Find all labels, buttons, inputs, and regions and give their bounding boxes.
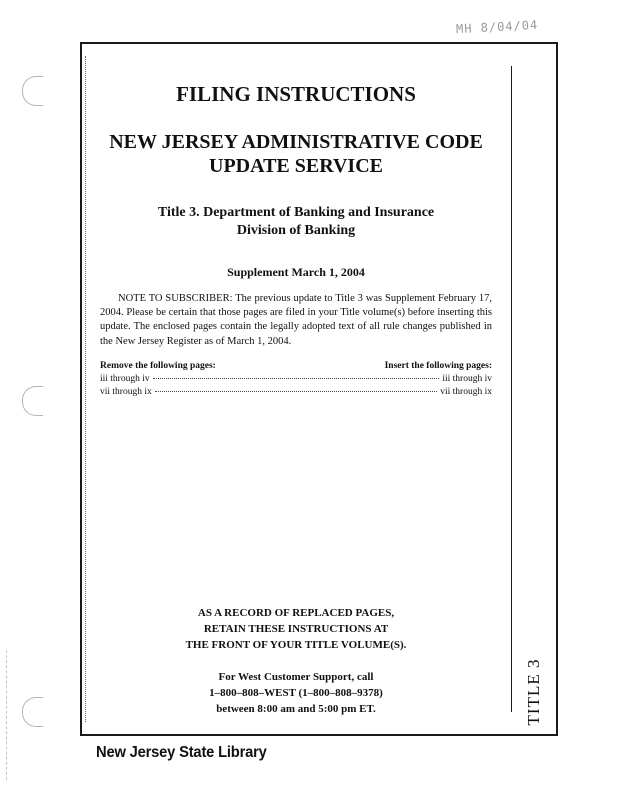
customer-support-hours: between 8:00 am and 5:00 pm ET. bbox=[216, 702, 376, 715]
table-row bbox=[100, 373, 492, 386]
customer-support-phone: 1–800–808–WEST (1–800–808–9378) bbox=[209, 686, 383, 699]
dot-leader bbox=[153, 378, 440, 379]
binder-hole-middle bbox=[22, 386, 43, 416]
title-tab bbox=[511, 42, 558, 736]
title-tab-inner-rule bbox=[511, 66, 556, 712]
record-notice-line-2: RETAIN THESE INSTRUCTIONS AT bbox=[203, 622, 389, 635]
customer-support bbox=[100, 670, 492, 718]
dot-leader bbox=[155, 391, 438, 392]
remove-pages-header: Remove the following pages: bbox=[100, 361, 216, 372]
code-title-line-1: NEW JERSEY ADMINISTRATIVE CODE bbox=[109, 131, 483, 154]
title-heading bbox=[100, 204, 492, 240]
title-heading-line-1: Title 3. Department of Banking and Insurance bbox=[157, 205, 435, 221]
remove-pages-value: iii through iv bbox=[100, 374, 150, 385]
instructions-content bbox=[100, 82, 492, 399]
page-title: FILING INSTRUCTIONS bbox=[176, 82, 416, 106]
pages-table bbox=[100, 361, 492, 399]
title-tab-label: TITLE 3 bbox=[523, 658, 543, 726]
record-notice bbox=[100, 606, 492, 654]
customer-support-line-1: For West Customer Support, call bbox=[218, 670, 374, 683]
library-footer: New Jersey State Library bbox=[96, 744, 267, 761]
code-title bbox=[100, 130, 492, 178]
remove-pages-value: vii through ix bbox=[100, 387, 152, 398]
table-row bbox=[100, 386, 492, 399]
record-notice-line-1: AS A RECORD OF REPLACED PAGES, bbox=[197, 607, 395, 619]
binder-hole-top bbox=[22, 76, 43, 106]
supplement-date: Supplement March 1, 2004 bbox=[227, 264, 365, 279]
binder-hole-bottom bbox=[22, 697, 43, 727]
code-title-line-2: UPDATE SERVICE bbox=[209, 155, 383, 178]
pages-table-header bbox=[100, 361, 492, 371]
insert-pages-header: Insert the following pages: bbox=[384, 361, 492, 372]
record-notice-line-3: THE FRONT OF YOUR TITLE VOLUME(S). bbox=[185, 638, 407, 651]
insert-pages-value: iii through iv bbox=[442, 374, 492, 385]
scan-edge-marks bbox=[6, 650, 8, 780]
title-heading-line-2: Division of Banking bbox=[236, 223, 356, 239]
handwritten-stamp: MH 8/04/04 bbox=[455, 17, 539, 37]
footer-block bbox=[100, 606, 492, 718]
subscriber-note: NOTE TO SUBSCRIBER: The previous update to Title 3 was Supplement February 17, 2004. Please be certain that those pages are filed in your Title volume(s) before inserting this update. The enclosed pages contain the legally adopted text of all rule changes published in the New Jersey Register as of March 1, 2004. bbox=[100, 292, 492, 347]
insert-pages-value: vii through ix bbox=[440, 387, 492, 398]
